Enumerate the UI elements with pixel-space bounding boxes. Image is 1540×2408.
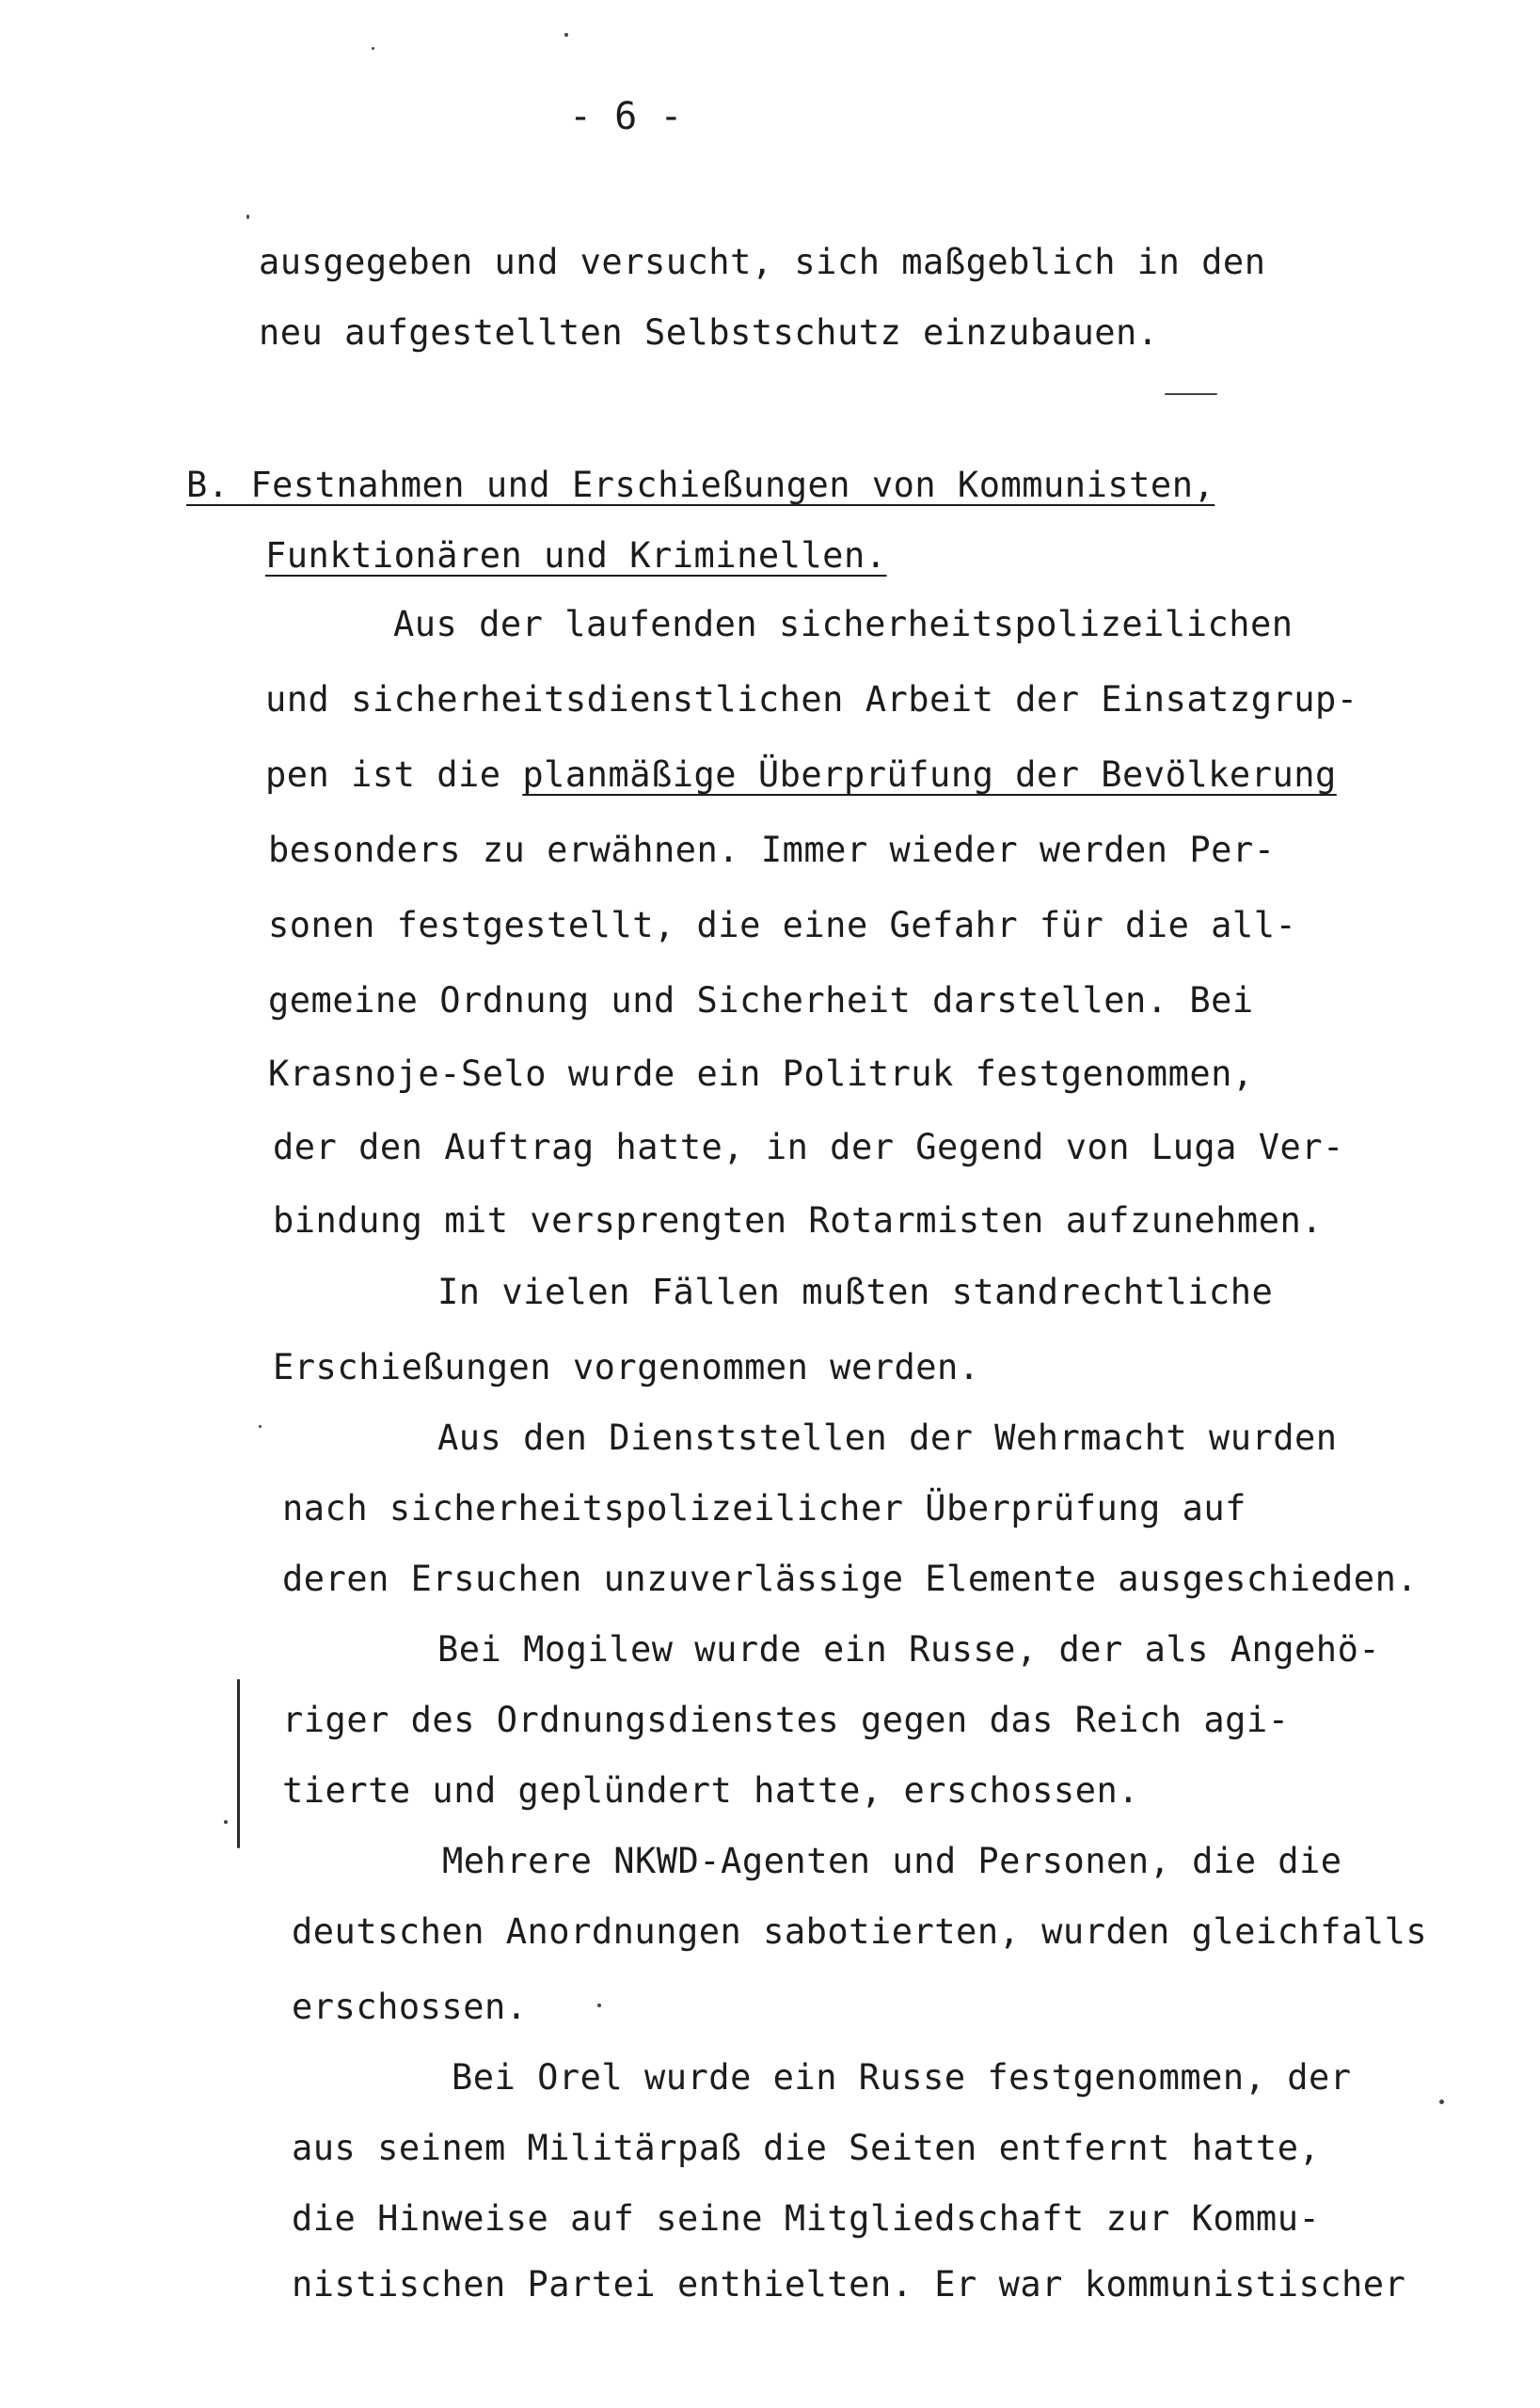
text-line: tierte und geplündert hatte, erschossen. [282, 1770, 1140, 1811]
text-line [265, 752, 1337, 798]
text-line: Aus der laufenden sicherheitspolizeilichen [393, 604, 1294, 644]
text-line: besonders zu erwähnen. Immer wieder werden Per- [268, 830, 1276, 870]
text-line: Erschießungen vorgenommen werden. [273, 1347, 980, 1387]
scan-speck [246, 214, 249, 219]
text-line: Bei Orel wurde ein Russe festgenommen, der [452, 2057, 1352, 2098]
section-heading [186, 463, 1215, 508]
page-number: - 6 - [569, 95, 683, 138]
text-line: In vielen Fällen mußten standrechtliche [437, 1272, 1274, 1312]
text-line: ausgegeben und versucht, sich maßgeblich in den [259, 242, 1266, 282]
text-line: die Hinweise auf seine Mitgliedschaft zur Kommu- [292, 2198, 1321, 2239]
text-line: und sicherheitsdienstlichen Arbeit der Einsatzgrup- [265, 679, 1358, 720]
section-heading [265, 533, 887, 578]
text-segment: pen ist die [265, 754, 523, 795]
text-line: deren Ersuchen unzuverlässige Elemente ausgeschieden. [282, 1559, 1419, 1599]
section-heading-text: B. Festnahmen und Erschießungen von Kommunisten, [186, 465, 1215, 505]
text-line: der den Auftrag hatte, in der Gegend von Luga Ver- [273, 1127, 1344, 1167]
text-line: Krasnoje-Selo wurde ein Politruk festgenommen, [268, 1054, 1254, 1094]
text-line: nistischen Partei enthielten. Er war kommunistischer [292, 2264, 1406, 2305]
margin-mark [237, 1679, 240, 1848]
scan-speck [259, 1425, 262, 1428]
text-line: neu aufgestellten Selbstschutz einzubauen. [259, 312, 1159, 353]
text-line: Bei Mogilew wurde ein Russe, der als Angehö- [437, 1629, 1381, 1670]
text-line: erschossen. [292, 1987, 528, 2027]
text-line: aus seinem Militärpaß die Seiten entfernt hatte, [292, 2128, 1321, 2168]
text-line: Aus den Dienststellen der Wehrmacht wurden [437, 1418, 1338, 1458]
text-line: Mehrere NKWD-Agenten und Personen, die die [442, 1841, 1342, 1881]
scan-speck [564, 33, 568, 37]
scan-speck [1165, 393, 1217, 395]
scan-speck [597, 2004, 601, 2007]
text-line: gemeine Ordnung und Sicherheit darstellen. Bei [268, 980, 1254, 1021]
text-line: sonen festgestellt, die eine Gefahr für die all- [268, 905, 1297, 945]
scan-speck [372, 47, 374, 50]
underlined-phrase: planmäßige Überprüfung der Bevölkerung [522, 754, 1337, 795]
text-line: deutschen Anordnungen sabotierten, wurden gleichfalls [292, 1911, 1428, 1952]
section-heading-text: Funktionären und Kriminellen. [265, 535, 887, 576]
text-line: nach sicherheitspolizeilicher Überprüfung auf [282, 1488, 1246, 1529]
text-line: bindung mit versprengten Rotarmisten aufzunehmen. [273, 1200, 1324, 1241]
scan-speck [224, 1820, 228, 1824]
text-line: riger des Ordnungsdienstes gegen das Reich agi- [282, 1700, 1290, 1740]
scan-speck [1439, 2099, 1444, 2104]
